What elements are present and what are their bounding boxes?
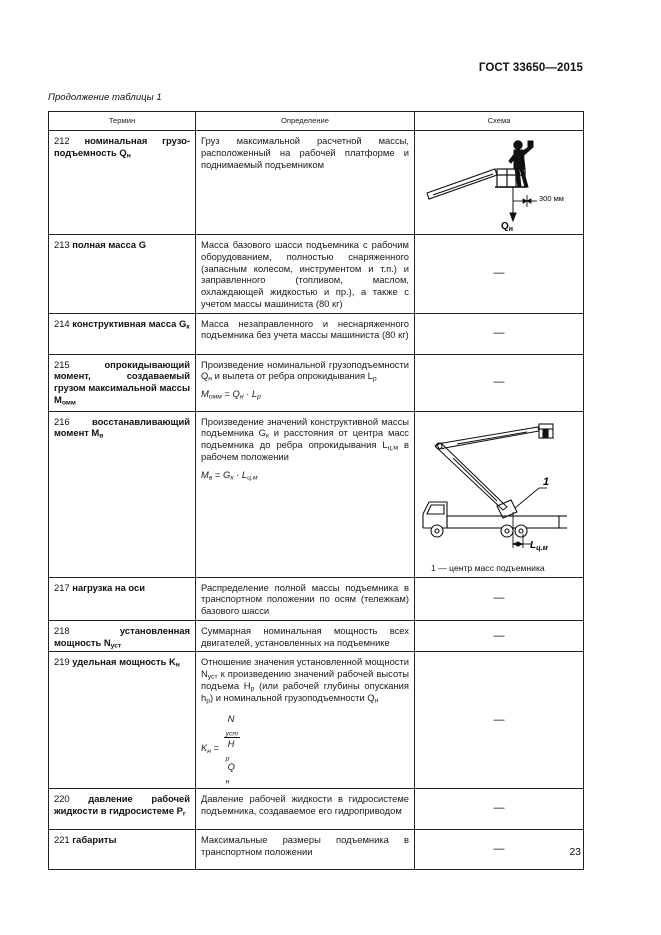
definition-subscript: ц.м (387, 444, 399, 452)
term-text: номинальная грузо-подъемность Q (54, 135, 190, 158)
term-subscript: в (99, 432, 104, 440)
load-label: $Q_н$ (501, 220, 514, 231)
term-subscript: омм (61, 399, 76, 407)
term-text: нагрузка на оси (72, 581, 145, 593)
term-cell (49, 620, 196, 652)
schema-dash: — (415, 313, 584, 354)
schema-dash: — (415, 788, 584, 829)
definition-subscript: н (374, 697, 379, 705)
table-row (49, 620, 584, 652)
definition-subscript: р (372, 375, 377, 383)
term-number: 213 (54, 239, 70, 250)
definition-text: Произведение номинальной грузоподъемности Q (201, 358, 409, 382)
term-number: 221 (54, 833, 70, 845)
lower-boom (435, 443, 507, 510)
term-number: 218 (54, 624, 70, 636)
schema-dash: — (415, 829, 584, 869)
definition-subscript: н (208, 375, 213, 383)
definition-text: и расстояния от центра масс подъемника до ребра опрокидывания L (201, 427, 409, 450)
table-row (49, 829, 584, 869)
definition-cell: Груз максимальной расчетной массы, расположенный на рабочей платформе и поднимаемый подъемником (196, 131, 415, 235)
term-text: полная масса G (72, 239, 147, 250)
upper-boom (437, 427, 539, 449)
term-number: 217 (54, 581, 70, 593)
dimension-300 (513, 195, 537, 207)
term-cell (49, 411, 196, 577)
table-row (49, 411, 584, 577)
dimension-label: 300 мм (539, 193, 564, 203)
definition-text: (или рабочей глубины опускания h (201, 679, 409, 703)
schema-dash: — (415, 577, 584, 620)
term-subscript: н (175, 661, 180, 669)
column-header-definition: Определение (196, 112, 415, 131)
definition-subscript: р (250, 685, 255, 693)
standard-code: ГОСТ 33650—2015 (478, 62, 583, 74)
term-subscript: уст (110, 642, 122, 650)
term-number: 215 (54, 358, 70, 370)
term-text: опрокидывающий момент, создаваемый грузом максимальной массы M (54, 358, 190, 405)
term-text: установленная мощность N (54, 624, 190, 648)
table-caption: Продолжение таблицы 1 (48, 92, 162, 103)
schema-dash: — (415, 652, 584, 789)
term-cell (49, 131, 196, 235)
boom-shape (427, 169, 497, 199)
term-number: 212 (54, 135, 70, 146)
definition-cell: Масса базового шасси подъемника с рабочим оборудованием, полностью снаряженного (запасным колесом, инструментом и т.п.) и заправленного (топливом, маслом, охлаждающей жидкостью и пр.), а также с учетом массы машиниста (80 кг) (196, 235, 415, 314)
table-row (49, 577, 584, 620)
definition-cell: Распределение полной массы подъемника в транспортном положении по осям (тележкам) базового шасси (196, 577, 415, 620)
column-header-term: Термин (49, 112, 196, 131)
definition-text: в рабочем положении (201, 439, 409, 462)
definition-text: Отношение значения установленной мощности N (201, 656, 409, 679)
term-cell (49, 354, 196, 411)
table-row (49, 788, 584, 829)
centre-of-mass-leader (515, 488, 547, 508)
table-row (49, 313, 584, 354)
term-number: 216 (54, 415, 70, 427)
definition-subscript: уст (207, 673, 218, 681)
column-header-schema: Схема (415, 112, 584, 131)
formula-overturning-moment: $M_{омм} = Q_н \cdot L_р$ (201, 388, 261, 401)
term-cell (49, 788, 196, 829)
lcm-label: $L_{ц.м}$ (530, 539, 548, 552)
definition-cell: Суммарная номинальная мощность всех двигателей, установленных на подъемнике (196, 620, 415, 652)
worker-figure (509, 140, 533, 186)
turret (497, 500, 517, 518)
truck-chassis (423, 502, 567, 537)
term-cell (49, 829, 196, 869)
term-text: удельная мощность K (72, 656, 176, 668)
term-text: конструктивная масса G (72, 317, 187, 329)
term-text: габариты (72, 833, 117, 845)
platform-load-figure (417, 135, 575, 231)
definition-subscript: р (206, 697, 210, 705)
term-cell (49, 313, 196, 354)
term-text: восстанавливающий момент M (54, 415, 190, 439)
table-row (49, 131, 584, 235)
term-subscript: н (126, 152, 131, 160)
term-text: давление рабочей жидкости в гидросистеме P (54, 792, 190, 816)
term-subscript: к (186, 323, 190, 331)
definition-text: Произведение значений конструктивной массы подъемника G (201, 415, 409, 439)
schema-dash: — (415, 620, 584, 652)
definition-text: к произведению значений рабочей высоты подъема H (201, 668, 409, 691)
term-number: 214 (54, 317, 70, 329)
definition-text: ) и номинальной грузоподъемности Q (209, 691, 375, 703)
schema-cell (415, 131, 584, 235)
term-number: 219 (54, 656, 70, 668)
terms-table (48, 111, 584, 870)
definition-text: и вылета от ребра опрокидывания L (212, 370, 373, 382)
table-row (49, 652, 584, 789)
term-cell (49, 235, 196, 314)
table-header-row (49, 112, 584, 131)
marker-1-label: 1 (543, 475, 550, 488)
schema-dash: — (415, 235, 584, 314)
definition-cell: Максимальные размеры подъемника в транспортном положении (196, 829, 415, 869)
table-row (49, 235, 584, 314)
definition-cell: Давление рабочей жидкости в гидросистеме подъемника, создаваемое его гидроприводом (196, 788, 415, 829)
term-subscript: г (182, 810, 186, 818)
figure-legend: 1 — центр масс подъемника (431, 562, 545, 573)
formula-specific-power: $K_н$ = N $_{уст}$ H $_р$ Q $_н$ (201, 713, 239, 786)
definition-cell (196, 411, 415, 577)
formula-restoring-moment: $M_в = G_к \cdot L_{ц.м}$ (201, 468, 258, 482)
term-cell (49, 577, 196, 620)
term-cell (49, 652, 196, 789)
page-number: 23 (569, 846, 581, 858)
definition-cell: Масса незаправленного и неснаряженного подъемника без учета массы машиниста (80 кг) (196, 313, 415, 354)
definition-cell (196, 652, 415, 789)
definition-subscript: к (265, 432, 269, 440)
platform-basket (539, 424, 553, 438)
definition-cell (196, 354, 415, 411)
term-number: 220 (54, 792, 70, 804)
schema-dash: — (415, 354, 584, 411)
truck-lift-figure (417, 416, 577, 560)
table-row (49, 354, 584, 411)
schema-cell (415, 411, 584, 577)
